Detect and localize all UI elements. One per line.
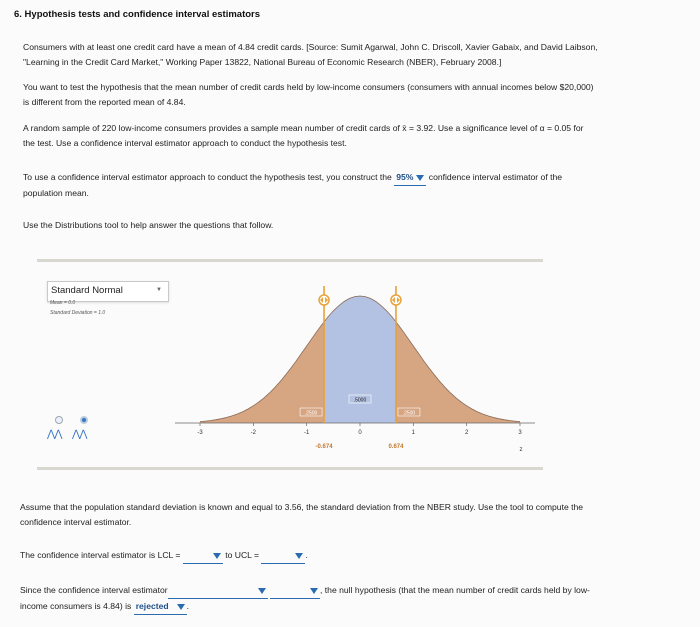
x-tick-label: 3 bbox=[518, 430, 522, 436]
ci-question bbox=[20, 548, 670, 564]
construct-text-after: confidence interval estimator of the bbox=[426, 172, 563, 182]
use-tool-text: Use the Distributions tool to help answer the questions that follow. bbox=[23, 220, 274, 230]
ci-contains-dropdown[interactable] bbox=[168, 583, 268, 599]
hypothesis-paragraph bbox=[23, 80, 673, 110]
center-area bbox=[324, 296, 396, 423]
one-tail-radio[interactable] bbox=[55, 416, 63, 424]
conclusion-paragraph bbox=[20, 583, 670, 615]
x-tick-label: -2 bbox=[250, 430, 257, 436]
hypothesis-line-1: You want to test the hypothesis that the mean number of credit cards held by low-income consumers (consumers with annual incomes below $20,000) bbox=[23, 82, 594, 92]
distribution-select-label: Standard Normal bbox=[51, 285, 123, 296]
two-tail-radio[interactable] bbox=[80, 416, 88, 424]
construct-text-before: To use a confidence interval estimator approach to conduct the hypothesis test, you construct the bbox=[23, 172, 395, 182]
conclusion-end: . bbox=[186, 601, 190, 611]
center-area-label: .5000 bbox=[353, 397, 367, 404]
dropdown-arrow-icon bbox=[177, 604, 185, 610]
dropdown-arrow-icon bbox=[310, 588, 318, 594]
distribution-select[interactable] bbox=[47, 281, 169, 302]
sd-parameter: Standard Deviation = 1.0 bbox=[50, 310, 106, 316]
right-drag-handle-icon[interactable] bbox=[391, 295, 401, 305]
x-axis-ticks bbox=[197, 423, 522, 436]
one-tail-icon[interactable]: ⋀⋀ bbox=[47, 429, 62, 440]
confidence-level-value: 95% bbox=[396, 172, 414, 182]
construct-line-2: population mean. bbox=[23, 188, 89, 198]
assume-paragraph bbox=[20, 500, 670, 530]
dropdown-arrow-icon bbox=[416, 175, 424, 181]
dropdown-arrow-icon bbox=[258, 588, 266, 594]
two-tail-icon[interactable]: ⋀⋀ bbox=[72, 429, 87, 440]
confidence-level-dropdown[interactable] bbox=[394, 170, 426, 186]
standard-normal-chart bbox=[170, 268, 540, 458]
x-tick-label: -1 bbox=[303, 430, 310, 436]
z-axis-label: z bbox=[519, 447, 523, 453]
mean-parameter: Mean = 0.0 bbox=[50, 300, 76, 306]
left-drag-handle-icon[interactable] bbox=[319, 295, 329, 305]
assume-line-1: Assume that the population standard deviation is known and equal to 3.56, the standard deviation from the NBER study. Use the tool to compute the bbox=[20, 502, 584, 512]
x-tick-label: 2 bbox=[464, 430, 469, 436]
ci-text-before: The confidence interval estimator is LCL = bbox=[20, 550, 181, 560]
ci-text-middle: to UCL = bbox=[225, 550, 260, 560]
right-cutoff-label: 0.674 bbox=[388, 444, 404, 450]
sample-paragraph bbox=[23, 121, 673, 151]
ucl-dropdown[interactable] bbox=[261, 548, 308, 564]
left-cutoff-label: -0.674 bbox=[315, 444, 333, 450]
conclusion-text-before: Since the confidence interval estimator bbox=[20, 585, 168, 595]
hypothesis-line-2: is different from the reported mean of 4.84. bbox=[23, 97, 186, 107]
reference-dropdown[interactable] bbox=[270, 583, 320, 599]
intro-paragraph bbox=[23, 40, 673, 70]
sample-line-2: the test. Use a confidence interval estimator approach to conduct the hypothesis test. bbox=[23, 138, 347, 148]
construct-paragraph bbox=[23, 170, 673, 201]
conclusion-line-2: income consumers is 4.84) is bbox=[20, 601, 132, 611]
ci-text-end: . bbox=[305, 550, 308, 560]
intro-line-2: "Learning in the Credit Card Market," Working Paper 13822, National Bureau of Economic Research (NBER), February 2008.] bbox=[23, 57, 502, 67]
left-area-label: .2500 bbox=[304, 410, 318, 417]
conclusion-text-after: , the null hypothesis (that the mean number of credit cards held by low- bbox=[320, 585, 590, 595]
reject-dropdown[interactable] bbox=[134, 599, 190, 615]
assume-line-2: confidence interval estimator. bbox=[20, 517, 132, 527]
sample-line-1: A random sample of 220 low-income consumers provides a sample mean number of credit cards of x̄ = 3.92. Use a significance level of α = 0.05 for bbox=[23, 123, 584, 133]
right-area-label: .2500 bbox=[402, 410, 416, 417]
dropdown-arrow-icon bbox=[213, 553, 221, 559]
x-tick-label: 1 bbox=[411, 430, 416, 436]
reject-dropdown-value: rejected bbox=[135, 601, 169, 611]
x-tick-label: 0 bbox=[358, 430, 362, 436]
x-tick-label: -3 bbox=[197, 430, 203, 436]
question-title: 6. Hypothesis tests and confidence interval estimators bbox=[14, 9, 261, 20]
lcl-dropdown[interactable] bbox=[183, 548, 223, 564]
chevron-down-icon: ▼ bbox=[156, 287, 162, 293]
intro-line-1: Consumers with at least one credit card have a mean of 4.84 credit cards. [Source: Sumit Agarwal, John C. Driscoll, Xavier Gabaix, and David Laibson, bbox=[23, 42, 598, 52]
dropdown-arrow-icon bbox=[295, 553, 303, 559]
